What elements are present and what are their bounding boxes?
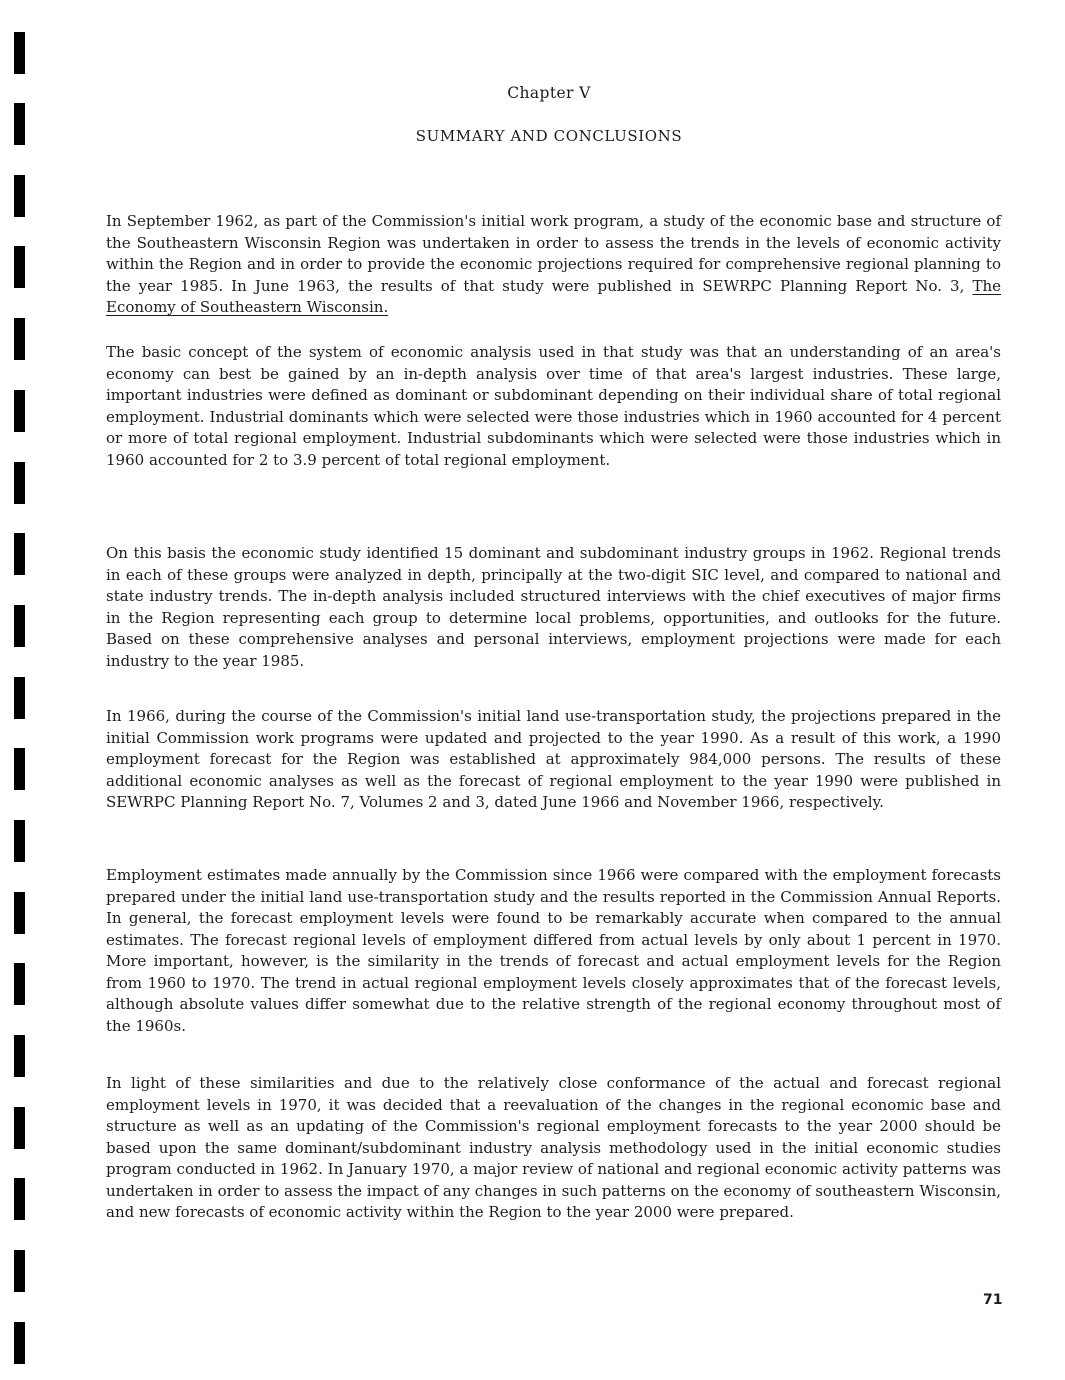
paragraph-3: On this basis the economic study identified 15 dominant and subdominant industry groups in 1962. Regional trends in each of these groups were analyzed in depth, principally at the two-digit SIC level, and compared to national and state industry trends. The in-depth analysis included structured interviews with the chief executives of major firms in the Region representing each group to determine local problems, opportunities, and outlooks for the future. Based on these comprehensive analyses and personal interviews, employment projections were made for each industry to the year 1985. [106, 544, 1001, 670]
binding-mark [14, 605, 25, 647]
binding-mark [14, 32, 25, 74]
page-number: 71 [983, 1292, 1003, 1308]
paragraph-5: Employment estimates made annually by the Commission since 1966 were compared with the employment forecasts prepared under the initial land use-transportation study and the results reported in the Commission Annual Reports. In general, the forecast employment levels were found to be remarkably accurate when compared to the annual estimates. The forecast regional levels of employment differed from actual levels by only about 1 percent in 1970. More important, however, is the similarity in the trends of forecast and actual employment levels for the Region from 1960 to 1970. The trend in actual regional employment levels closely approximates that of the forecast levels, although absolute values differ somewhat due to the relative strength of the regional economy throughout most of the 1960s. [106, 866, 1001, 1035]
paragraph-2: The basic concept of the system of economic analysis used in that study was that an understanding of an area's economy can best be gained by an in-depth analysis over time of that area's largest industries. These large, important industries were defined as dominant or subdominant depending on their individual share of total regional employment. Industrial dominants which were selected were those industries which in 1960 accounted for 4 percent or more of total regional employment. Industrial subdominants which were selected were those industries which in 1960 accounted for 2 to 3.9 percent of total regional employment. [106, 343, 1001, 469]
binding-mark [14, 318, 25, 360]
binding-marks [0, 0, 40, 1380]
binding-mark [14, 1107, 25, 1149]
section-title: SUMMARY AND CONCLUSIONS [415, 127, 683, 145]
binding-mark [14, 820, 25, 862]
binding-mark [14, 1250, 25, 1292]
binding-mark [14, 175, 25, 217]
binding-mark [14, 1035, 25, 1077]
report-title-underlined: The Economy of Southeastern Wisconsin. [106, 276, 1001, 316]
binding-mark [14, 246, 25, 288]
binding-mark [14, 1178, 25, 1220]
paragraph-4: In 1966, during the course of the Commission's initial land use-transportation study, the projections prepared in the initial Commission work programs were updated and projected to the year 1990. As a result of this work, a 1990 employment forecast for the Region was established at approximately 984,000 persons. The results of these additional economic analyses as well as the forecast of regional employment to the year 1990 were published in SEWRPC Planning Report No. 7, Volumes 2 and 3, dated June 1966 and November 1966, respectively. [106, 707, 1001, 811]
chapter-label: Chapter V [507, 84, 591, 102]
binding-mark [14, 892, 25, 934]
binding-mark [14, 963, 25, 1005]
paragraph-6: In light of these similarities and due to the relatively close conformance of the actual and forecast regional employment levels in 1970, it was decided that a reevaluation of the changes in the regional economic base and structure as well as an updating of the Commission's regional employment forecasts to the year 2000 should be based upon the same dominant/subdominant industry analysis methodology used in the initial economic studies program conducted in 1962. In January 1970, a major review of national and regional economic activity patterns was undertaken in order to assess the impact of any changes in such patterns on the economy of southeastern Wisconsin, and new forecasts of economic activity within the Region to the year 2000 were prepared. [106, 1074, 1001, 1221]
binding-mark [14, 533, 25, 575]
binding-mark [14, 390, 25, 432]
binding-mark [14, 1322, 25, 1364]
binding-mark [14, 748, 25, 790]
binding-mark [14, 677, 25, 719]
binding-mark [14, 462, 25, 504]
paragraph-1 [106, 211, 1001, 319]
paragraph-text: In September 1962, as part of the Commission's initial work program, a study of the economic base and structure of the Southeastern Wisconsin Region was undertaken in order to assess the trends in the levels of economic activity within the Region and in order to provide the economic projections required for comprehensive regional planning to the year 1985. In June 1963, the results of that study were published in SEWRPC Planning Report No. 3, [106, 212, 1001, 295]
